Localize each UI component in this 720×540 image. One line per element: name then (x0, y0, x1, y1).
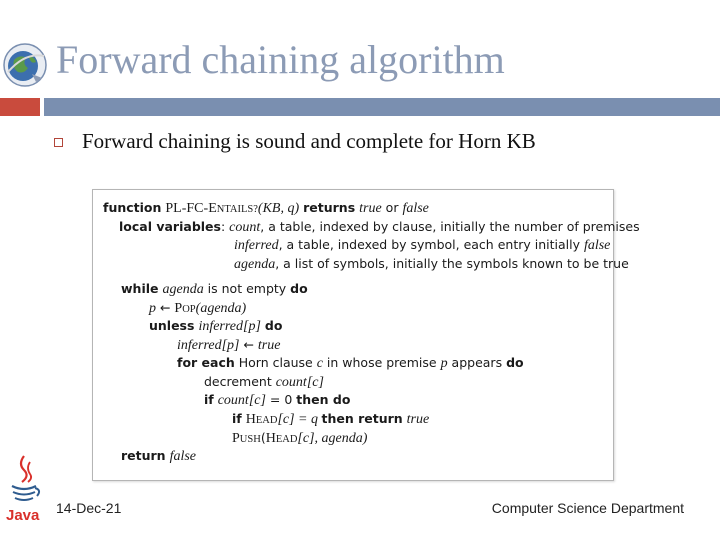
push-paren: ( (260, 430, 266, 445)
head-args: [c] = q (277, 412, 322, 427)
foreach-text3: appears (447, 355, 507, 370)
head-val: true (406, 412, 430, 427)
svg-text:Java: Java (6, 507, 40, 524)
kw-do-unless: do (264, 318, 283, 333)
algo-line-unless (149, 318, 282, 335)
kw-unless: unless (149, 318, 195, 333)
footer-department: Computer Science Department (491, 500, 684, 516)
decrement-text: decrement (204, 374, 276, 389)
kw-do: do (290, 281, 308, 296)
kw-return: return (121, 448, 166, 463)
word-or: or (385, 200, 399, 215)
while-text: is not empty (203, 281, 291, 296)
fn-name-pl: PL-FC- (165, 201, 209, 216)
assign-val: true (257, 338, 281, 353)
push-head-rest: EAD (275, 434, 298, 445)
if-expr: count[c] (217, 393, 266, 408)
algo-line-local-vars: local variables: count, a table, indexed by clause, initially the number of premises (119, 219, 640, 235)
algo-line-push (232, 430, 367, 448)
algo-line-inferred (234, 237, 610, 254)
push-args: [c], agenda) (297, 431, 368, 446)
kw-for-each: for each (177, 355, 235, 370)
push-rest: USH (239, 434, 261, 445)
title-bar-accent-blue (44, 98, 720, 116)
algo-line-assign (177, 337, 280, 354)
fn-name-e: E (208, 201, 217, 216)
agenda-desc: , a list of symbols, initially the symbols known to be true (275, 256, 629, 271)
head-cap: H (245, 412, 256, 427)
fn-args: (KB, q) (257, 201, 300, 216)
kw-returns: returns (303, 200, 356, 215)
fn-name-rest: NTAILS? (216, 204, 258, 215)
val-true: true (359, 201, 382, 216)
kw-local-variables: local variables (119, 219, 221, 234)
kw-function: function (103, 200, 162, 215)
var-count: count (229, 220, 261, 235)
return-val: false (169, 449, 197, 464)
kw-then-do: then do (296, 392, 351, 407)
foreach-c: c (316, 356, 323, 371)
pop-cap: P (174, 301, 183, 316)
algo-line-if-count (204, 392, 350, 409)
pop-rest: OP (182, 304, 196, 315)
head-rest: EAD (255, 415, 278, 426)
decrement-expr: count[c] (275, 375, 324, 390)
pop-p: p (149, 301, 156, 316)
kw-if-head: if (232, 411, 242, 426)
kw-if: if (204, 392, 214, 407)
footer-date: 14-Dec-21 (56, 500, 122, 516)
algorithm-pseudocode-box (92, 189, 640, 481)
pop-arrow: ← (156, 300, 175, 315)
algo-line-agenda (234, 256, 629, 273)
assign-arrow: ← (239, 337, 258, 352)
inferred-desc: , a table, indexed by symbol, each entry initially (278, 237, 584, 252)
bullet-square-icon (54, 138, 63, 147)
val-false: false (402, 201, 429, 216)
slide-title: Forward chaining algorithm (56, 37, 505, 82)
pop-args: (agenda) (195, 301, 247, 316)
count-desc: , a table, indexed by clause, initially the number of premises (260, 219, 640, 234)
kw-while: while (121, 281, 159, 296)
foreach-text1: Horn clause (234, 355, 317, 370)
algo-line-if-head (232, 411, 429, 429)
kw-do-foreach: do (506, 355, 524, 370)
algo-line-pop (149, 300, 246, 318)
push-cap: P (232, 431, 240, 446)
algo-line-decrement (204, 374, 324, 391)
foreach-text2: in whose premise (322, 355, 441, 370)
java-logo-icon (4, 452, 44, 524)
var-inferred: inferred (234, 238, 279, 253)
bullet-text: Forward chaining is sound and complete for Horn KB (82, 129, 536, 153)
algo-line-return (121, 448, 196, 465)
algo-line-foreach (177, 355, 524, 372)
while-var: agenda (162, 282, 204, 297)
algo-line-signature (103, 200, 429, 218)
var-agenda: agenda (234, 257, 276, 272)
if-eq: = 0 (265, 392, 297, 407)
foreach-p: p (440, 356, 448, 371)
push-head-cap: H (265, 431, 276, 446)
inferred-false: false (583, 238, 611, 253)
title-bar-accent-red (0, 98, 40, 116)
assign-expr: inferred[p] (177, 338, 240, 353)
algo-line-while (121, 281, 308, 298)
globe-logo-icon (2, 42, 48, 88)
unless-expr: inferred[p] (198, 319, 261, 334)
kw-then-return: then return (321, 411, 403, 426)
